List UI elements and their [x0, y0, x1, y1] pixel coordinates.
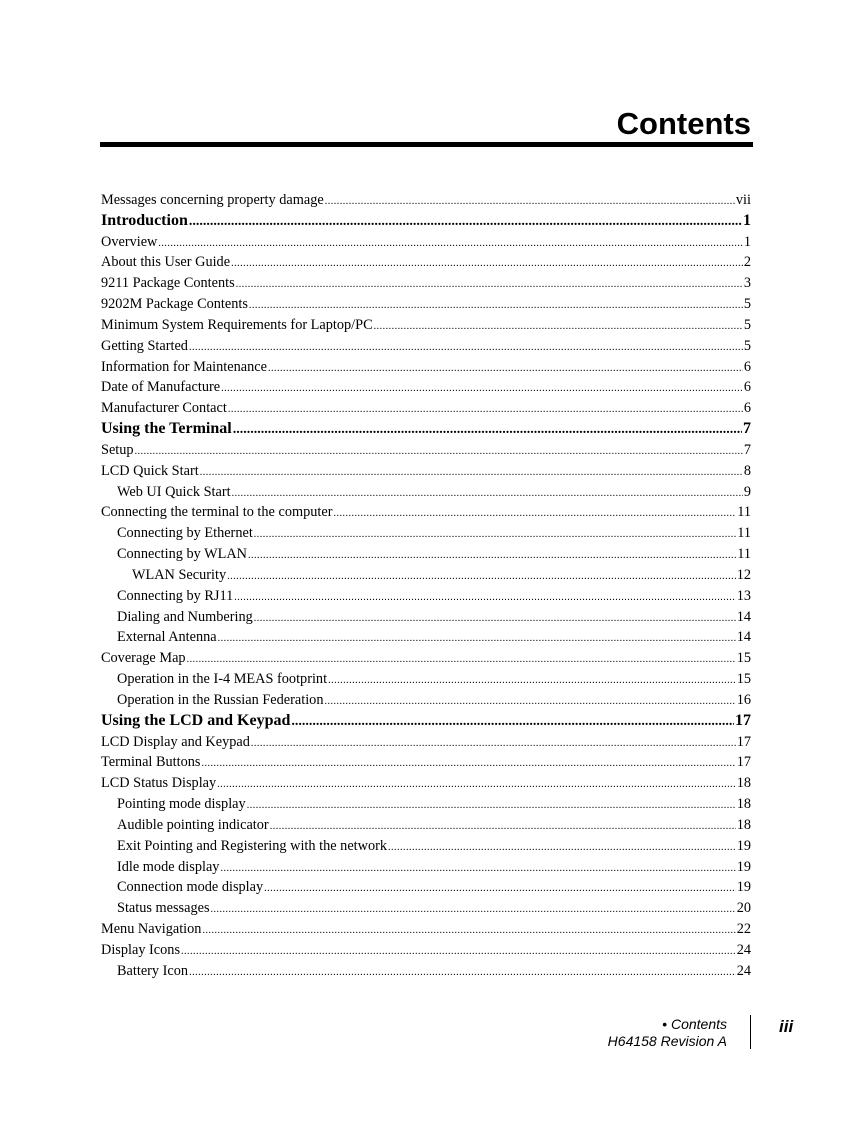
toc-page-number: 11 [737, 546, 751, 563]
toc-entry[interactable] [101, 648, 751, 669]
toc-page-number: 17 [735, 711, 751, 729]
toc-dot-leader [221, 379, 743, 400]
toc-entry-title: Battery Icon [117, 962, 189, 979]
toc-entry[interactable] [101, 794, 751, 815]
toc-entry[interactable] [101, 565, 751, 586]
toc-entry[interactable] [101, 482, 751, 503]
toc-entry-title: Operation in the I-4 MEAS footprint [117, 671, 328, 688]
toc-dot-leader [189, 212, 742, 233]
toc-entry[interactable] [101, 232, 751, 253]
toc-entry[interactable] [101, 273, 751, 294]
toc-dot-leader [189, 963, 736, 984]
toc-entry[interactable] [101, 961, 751, 982]
toc-entry[interactable] [101, 461, 751, 482]
toc-dot-leader [388, 838, 736, 859]
toc-dot-leader [254, 525, 736, 546]
toc-entry[interactable] [101, 836, 751, 857]
toc-dot-leader [217, 775, 736, 796]
toc-page-number: 19 [736, 858, 751, 875]
toc-page-number: 14 [736, 629, 751, 646]
toc-entry-title: Exit Pointing and Registering with the network [117, 837, 388, 854]
toc-entry-title: Pointing mode display [117, 796, 246, 813]
toc-page-number: 3 [743, 275, 751, 292]
toc-page-number: 13 [736, 587, 751, 604]
toc-page-number: 11 [737, 525, 751, 542]
toc-dot-leader [324, 692, 735, 713]
toc-dot-leader [264, 879, 736, 900]
toc-entry-title: Using the LCD and Keypad [101, 711, 291, 729]
toc-page-number: 5 [743, 337, 751, 354]
toc-entry[interactable] [101, 732, 751, 753]
toc-dot-leader [233, 420, 742, 441]
toc-dot-leader [181, 942, 736, 963]
toc-page-number: 6 [743, 379, 751, 396]
toc-entry-title: Connection mode display [117, 879, 264, 896]
toc-dot-leader [270, 817, 736, 838]
toc-page-number: 5 [743, 296, 751, 313]
toc-page-number: 15 [736, 650, 751, 667]
toc-entry-title: 9202M Package Contents [101, 296, 248, 313]
toc-page-number: 11 [737, 504, 751, 521]
toc-dot-leader [374, 317, 743, 338]
toc-entry-title: WLAN Security [132, 566, 227, 583]
toc-entry-title: LCD Display and Keypad [101, 733, 250, 750]
footer-document-id: H64158 Revision A [607, 1033, 727, 1049]
toc-entry-title: Coverage Map [101, 650, 186, 667]
toc-entry-title: Manufacturer Contact [101, 400, 227, 417]
toc-page-number: 8 [743, 462, 751, 479]
toc-entry-title: Operation in the Russian Federation [117, 691, 324, 708]
toc-entry[interactable] [101, 690, 751, 711]
toc-page-number: 18 [736, 796, 751, 813]
toc-entry[interactable] [101, 502, 751, 523]
toc-page-number: 22 [736, 920, 751, 937]
toc-dot-leader [201, 754, 735, 775]
toc-page-number: 5 [743, 316, 751, 333]
toc-page-number: 18 [736, 816, 751, 833]
toc-dot-leader [254, 609, 736, 630]
toc-entry[interactable] [101, 398, 751, 419]
toc-entry-title: Introduction [101, 211, 188, 229]
toc-page-number: 18 [736, 775, 751, 792]
toc-page-number: vii [735, 192, 751, 208]
toc-page-number: 9 [743, 483, 751, 500]
toc-dot-leader [231, 254, 743, 275]
toc-page-number: 7 [743, 441, 751, 458]
toc-page-number: 16 [736, 691, 751, 708]
toc-entry[interactable] [101, 336, 751, 357]
toc-page-number: 2 [743, 254, 751, 271]
toc-dot-leader [248, 546, 736, 567]
toc-entry[interactable] [101, 607, 751, 628]
toc-entry-title: Audible pointing indicator [117, 816, 269, 833]
toc-dot-leader [202, 921, 735, 942]
toc-chapter-entry[interactable] [101, 211, 751, 232]
toc-entry-title: Connecting by Ethernet [117, 525, 253, 542]
toc-entry-title: Menu Navigation [101, 920, 202, 937]
toc-page-number: 1 [743, 233, 751, 250]
toc-entry[interactable] [101, 252, 751, 273]
toc-dot-leader [236, 275, 743, 296]
toc-page-number: 19 [736, 837, 751, 854]
toc-entry[interactable] [101, 898, 751, 919]
toc-entry[interactable] [101, 190, 751, 211]
toc-entry-title: Messages concerning property damage [101, 192, 324, 208]
table-of-contents [101, 190, 751, 981]
toc-entry[interactable] [101, 627, 751, 648]
toc-entry-title: Overview [101, 233, 158, 250]
toc-dot-leader [220, 859, 735, 880]
toc-chapter-entry[interactable] [101, 419, 751, 440]
toc-dot-leader [200, 463, 743, 484]
toc-entry[interactable] [101, 815, 751, 836]
toc-dot-leader [234, 588, 735, 609]
toc-chapter-entry[interactable] [101, 711, 751, 732]
footer-section-label: • Contents [662, 1016, 727, 1032]
toc-entry[interactable] [101, 877, 751, 898]
toc-dot-leader [333, 504, 736, 525]
toc-dot-leader [228, 400, 743, 421]
toc-page-number: 19 [736, 879, 751, 896]
toc-page-number: 24 [736, 941, 751, 958]
toc-entry[interactable] [101, 315, 751, 336]
toc-entry[interactable] [101, 773, 751, 794]
toc-entry[interactable] [101, 857, 751, 878]
toc-page-number: 17 [736, 754, 751, 771]
toc-entry[interactable] [101, 752, 751, 773]
toc-entry-title: Connecting the terminal to the computer [101, 504, 333, 521]
toc-dot-leader [158, 234, 742, 255]
toc-entry[interactable] [101, 940, 751, 961]
toc-entry-title: Information for Maintenance [101, 358, 267, 375]
footer-divider [750, 1015, 751, 1049]
toc-dot-leader [135, 442, 743, 463]
toc-page-number: 17 [736, 733, 751, 750]
toc-entry[interactable] [101, 919, 751, 940]
toc-entry-title: LCD Quick Start [101, 462, 199, 479]
toc-dot-leader [189, 338, 743, 359]
toc-dot-leader [291, 712, 734, 733]
toc-page-number: 15 [736, 671, 751, 688]
toc-entry[interactable] [101, 523, 751, 544]
toc-entry-title: LCD Status Display [101, 775, 217, 792]
toc-entry-title: Dialing and Numbering [117, 608, 253, 625]
toc-entry-title: Getting Started [101, 337, 188, 354]
toc-entry-title: Terminal Buttons [101, 754, 201, 771]
toc-entry-title: Web UI Quick Start [117, 483, 231, 500]
toc-dot-leader [251, 734, 736, 755]
toc-dot-leader [325, 192, 735, 213]
toc-entry-title: External Antenna [117, 629, 217, 646]
toc-entry[interactable] [101, 669, 751, 690]
toc-dot-leader [218, 629, 736, 650]
page-number: iii [779, 1017, 794, 1036]
toc-entry-title: Display Icons [101, 941, 181, 958]
toc-entry-title: Connecting by RJ11 [117, 587, 234, 604]
toc-entry-title: 9211 Package Contents [101, 275, 235, 292]
toc-entry[interactable] [101, 377, 751, 398]
toc-page-number: 20 [736, 900, 751, 917]
toc-entry-title: Idle mode display [117, 858, 220, 875]
toc-page-number: 6 [743, 358, 751, 375]
toc-entry[interactable] [101, 294, 751, 315]
toc-page-number: 24 [736, 962, 751, 979]
toc-page-number: 6 [743, 400, 751, 417]
toc-page-number: 7 [743, 420, 751, 438]
toc-entry[interactable] [101, 544, 751, 565]
toc-dot-leader [211, 900, 736, 921]
title-rule [100, 142, 753, 147]
page-title: Contents [616, 106, 751, 141]
toc-dot-leader [249, 296, 743, 317]
toc-dot-leader [328, 671, 736, 692]
toc-entry-title: Using the Terminal [101, 420, 232, 438]
toc-dot-leader [232, 484, 743, 505]
toc-entry[interactable] [101, 586, 751, 607]
toc-entry[interactable] [101, 357, 751, 378]
toc-page-number: 14 [736, 608, 751, 625]
toc-entry-title: About this User Guide [101, 254, 231, 271]
toc-dot-leader [227, 567, 736, 588]
toc-entry-title: Status messages [117, 900, 210, 917]
toc-dot-leader [247, 796, 736, 817]
toc-entry-title: Minimum System Requirements for Laptop/PC [101, 316, 373, 333]
toc-entry-title: Date of Manufacture [101, 379, 221, 396]
toc-dot-leader [187, 650, 736, 671]
toc-page-number: 12 [736, 566, 751, 583]
toc-page-number: 1 [743, 211, 751, 229]
toc-dot-leader [268, 359, 743, 380]
toc-entry-title: Setup [101, 441, 134, 458]
toc-entry-title: Connecting by WLAN [117, 546, 247, 563]
toc-entry[interactable] [101, 440, 751, 461]
